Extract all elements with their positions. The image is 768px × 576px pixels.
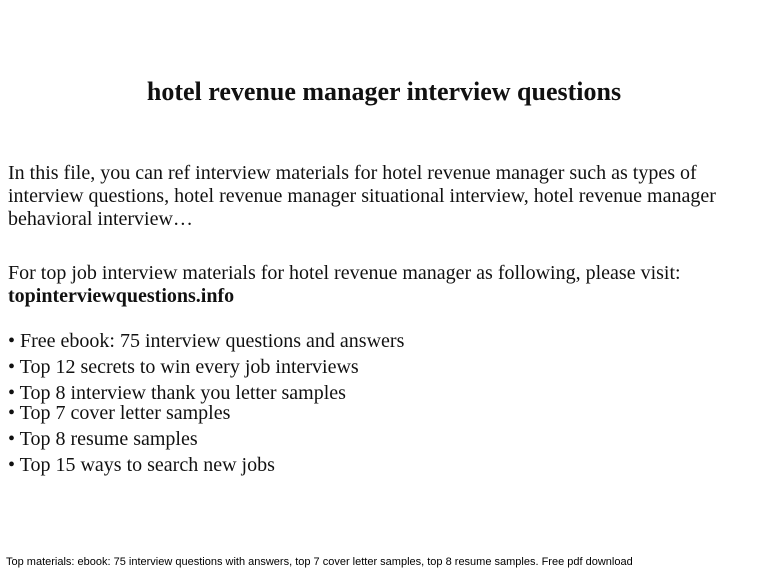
list-item: • Free ebook: 75 interview questions and answers <box>8 330 405 352</box>
list-item: • Top 8 resume samples <box>8 428 198 450</box>
materials-list <box>8 328 760 478</box>
website-link[interactable]: topinterviewquestions.info <box>8 285 235 307</box>
list-item: • Top 7 cover letter samples <box>8 402 231 424</box>
list-item: • Top 12 secrets to win every job interviews <box>8 356 359 378</box>
visit-text: For top job interview materials for hotel revenue manager as following, please visit: <box>8 262 681 284</box>
slide-title: hotel revenue manager interview questions <box>146 77 622 106</box>
visit-paragraph <box>8 262 760 308</box>
list-item: • Top 15 ways to search new jobs <box>8 454 275 476</box>
footer-text: Top materials: ebook: 75 interview questions with answers, top 7 cover letter samples, top 8 resume samples. Free pdf download <box>6 556 633 568</box>
intro-paragraph: In this file, you can ref interview materials for hotel revenue manager such as types of interview questions, hotel revenue manager situational interview, hotel revenue manager behavioral interview… <box>8 162 716 230</box>
list-item: • Top 8 interview thank you letter samples <box>8 382 346 404</box>
